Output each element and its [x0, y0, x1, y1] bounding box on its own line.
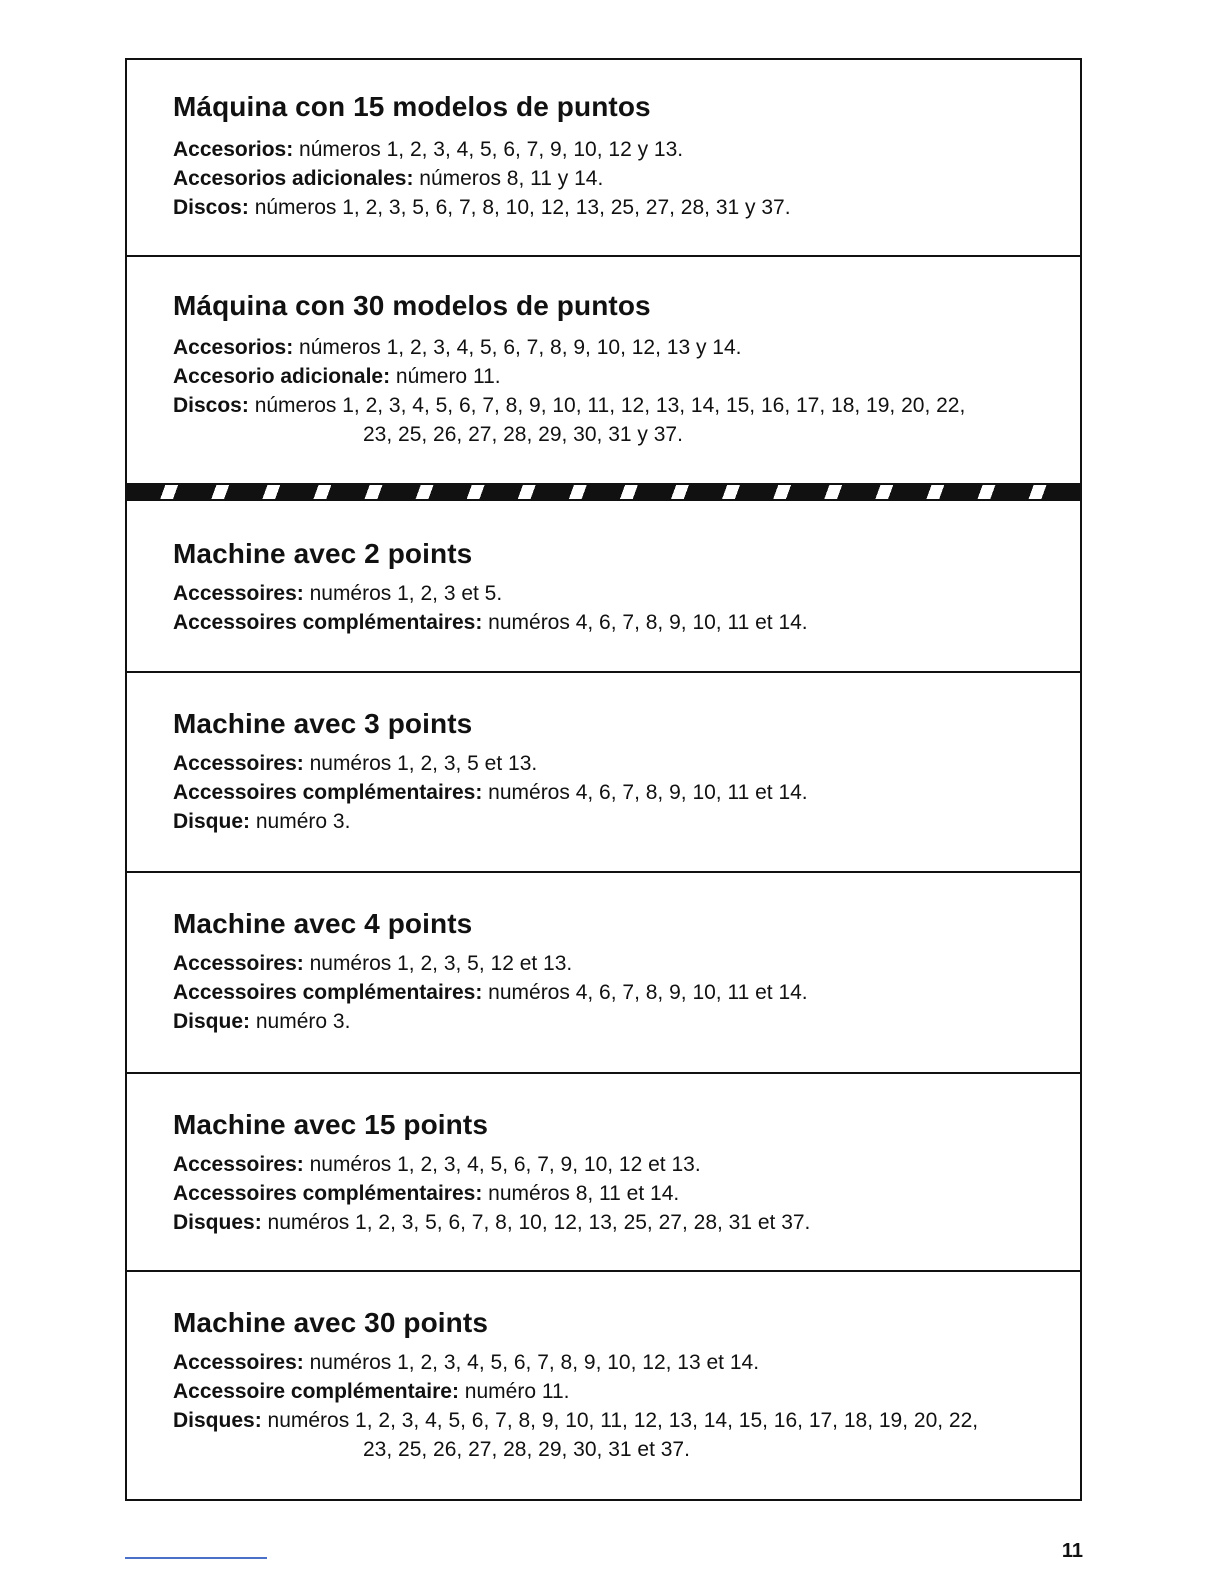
section-title: Machine avec 30 points	[173, 1307, 488, 1338]
accessories-label: Accessoires:	[173, 582, 304, 605]
complementary-accessories-label: Accessoires complémentaires:	[173, 981, 483, 1004]
complementary-accessories-line	[173, 978, 1062, 1007]
disc-line	[173, 807, 1062, 836]
discs-label: Discos:	[173, 394, 249, 417]
complementary-accessories-label: Accessoires complémentaires:	[173, 781, 483, 804]
discs-continuation: 23, 25, 26, 27, 28, 29, 30, 31 y 37.	[363, 423, 683, 446]
complementary-accessories-line	[173, 778, 1062, 807]
accessories-label: Accessoires:	[173, 1153, 304, 1176]
accessories-value: numéros 1, 2, 3 et 5.	[303, 582, 503, 605]
section-machine-4	[127, 873, 1080, 1074]
discs-line	[173, 1208, 1062, 1237]
discs-line	[173, 391, 1062, 420]
discs-label: Disques:	[173, 1211, 262, 1234]
complementary-accessories-value: numéro 11.	[458, 1380, 570, 1403]
accessories-label: Accesorios:	[173, 336, 294, 359]
accessories-value: números 1, 2, 3, 4, 5, 6, 7, 8, 9, 10, 12, 13 y 14.	[293, 336, 742, 359]
complementary-accessories-line	[173, 608, 1062, 637]
accessories-label: Accessoires:	[173, 952, 304, 975]
accessories-value: números 1, 2, 3, 4, 5, 6, 7, 9, 10, 12 y 13.	[293, 138, 684, 161]
discs-label: Disques:	[173, 1409, 262, 1432]
disc-value: numéro 3.	[250, 1010, 351, 1033]
additional-accessories-label: Accesorio adicionale:	[173, 365, 391, 388]
complementary-accessories-value: numéros 4, 6, 7, 8, 9, 10, 11 et 14.	[482, 611, 808, 634]
section-machine-2	[127, 501, 1080, 673]
accessories-line	[173, 1150, 1062, 1179]
accessories-label: Accessoires:	[173, 1351, 304, 1374]
section-title: Machine avec 15 points	[173, 1109, 488, 1140]
accessories-value: numéros 1, 2, 3, 4, 5, 6, 7, 9, 10, 12 et 13.	[303, 1153, 701, 1176]
section-maquina-15	[127, 60, 1080, 257]
disc-line	[173, 1007, 1062, 1036]
discs-line	[173, 1406, 1062, 1435]
discs-continuation: 23, 25, 26, 27, 28, 29, 30, 31 et 37.	[363, 1438, 690, 1461]
discs-label: Discos:	[173, 196, 249, 219]
additional-accessories-line	[173, 164, 1062, 193]
section-maquina-30	[127, 257, 1080, 485]
discs-value: números 1, 2, 3, 4, 5, 6, 7, 8, 9, 10, 11, 12, 13, 14, 15, 16, 17, 18, 19, 20, 22,	[248, 394, 966, 417]
accessories-line	[173, 579, 1062, 608]
disc-label: Disque:	[173, 1010, 251, 1033]
complementary-accessories-label: Accessoires complémentaires:	[173, 611, 483, 634]
accessories-line	[173, 1348, 1062, 1377]
section-machine-3	[127, 673, 1080, 873]
accessories-line	[173, 333, 1062, 362]
additional-accessories-value: números 8, 11 y 14.	[413, 167, 604, 190]
accessories-line	[173, 135, 1062, 164]
discs-value: numéros 1, 2, 3, 5, 6, 7, 8, 10, 12, 13, 25, 27, 28, 31 et 37.	[261, 1211, 811, 1234]
complementary-accessories-value: numéros 4, 6, 7, 8, 9, 10, 11 et 14.	[482, 981, 808, 1004]
section-title: Máquina con 15 modelos de puntos	[173, 91, 651, 122]
additional-accessories-value: número 11.	[390, 365, 501, 388]
discs-line	[173, 193, 1062, 222]
accessories-line	[173, 749, 1062, 778]
section-title: Machine avec 4 points	[173, 908, 473, 939]
section-title: Machine avec 2 points	[173, 538, 473, 569]
discs-value: numéros 1, 2, 3, 4, 5, 6, 7, 8, 9, 10, 11, 12, 13, 14, 15, 16, 17, 18, 19, 20, 22,	[261, 1409, 979, 1432]
document-frame	[125, 58, 1082, 1501]
page-number: 11	[1061, 1540, 1083, 1562]
section-title: Machine avec 3 points	[173, 708, 473, 739]
disc-value: numéro 3.	[250, 810, 351, 833]
complementary-accessories-value: numéros 8, 11 et 14.	[482, 1182, 680, 1205]
discs-value: números 1, 2, 3, 5, 6, 7, 8, 10, 12, 13, 25, 27, 28, 31 y 37.	[248, 196, 791, 219]
complementary-accessories-label: Accessoire complémentaire:	[173, 1380, 459, 1403]
disc-label: Disque:	[173, 810, 251, 833]
complementary-accessories-line	[173, 1179, 1062, 1208]
language-divider-stripe	[127, 483, 1080, 501]
section-machine-30	[127, 1272, 1080, 1499]
section-title: Máquina con 30 modelos de puntos	[173, 290, 651, 321]
section-machine-15	[127, 1074, 1080, 1272]
complementary-accessories-value: numéros 4, 6, 7, 8, 9, 10, 11 et 14.	[482, 781, 808, 804]
accessories-value: numéros 1, 2, 3, 5, 12 et 13.	[303, 952, 573, 975]
accessories-line	[173, 949, 1062, 978]
accessories-label: Accesorios:	[173, 138, 294, 161]
accessories-value: numéros 1, 2, 3, 5 et 13.	[303, 752, 538, 775]
complementary-accessories-label: Accessoires complémentaires:	[173, 1182, 483, 1205]
complementary-accessories-line	[173, 1377, 1062, 1406]
additional-accessories-label: Accesorios adicionales:	[173, 167, 414, 190]
footer-rule	[125, 1557, 267, 1559]
accessories-value: numéros 1, 2, 3, 4, 5, 6, 7, 8, 9, 10, 12, 13 et 14.	[303, 1351, 760, 1374]
accessories-label: Accessoires:	[173, 752, 304, 775]
additional-accessories-line	[173, 362, 1062, 391]
